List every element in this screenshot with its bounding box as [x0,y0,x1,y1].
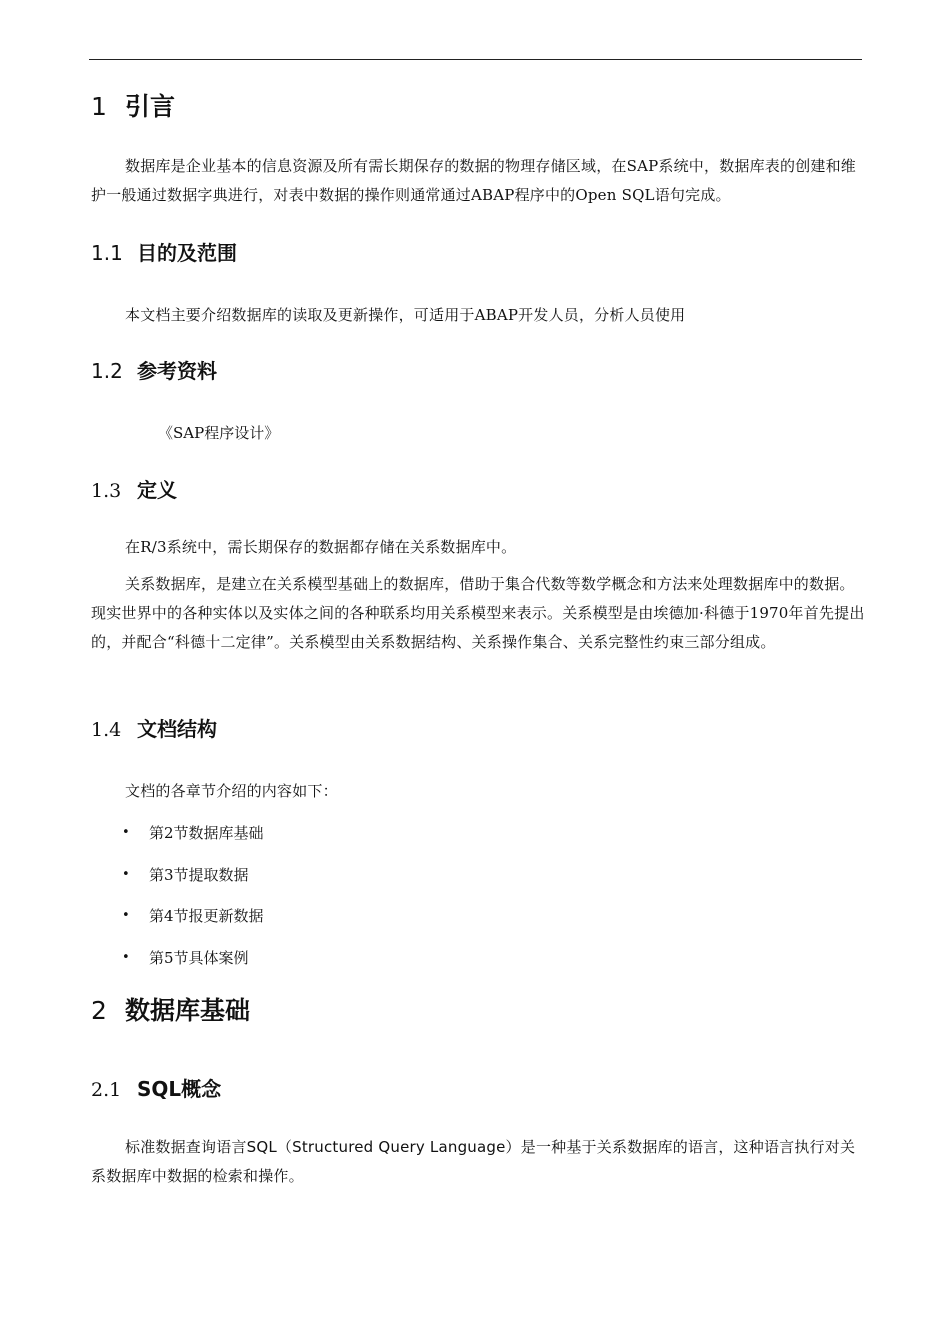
list-item: • 第5节具体案例 [122,948,249,967]
section-title: 定义 [137,478,177,502]
section-number: 1.1 [91,241,123,265]
section-title: 参考资料 [137,359,217,383]
heading-section-1-4 [91,716,866,743]
header-rule [89,59,862,60]
heading-section-2-1 [91,1076,866,1103]
section-title: 目的及范围 [137,241,237,265]
section-number: 2 [91,996,107,1025]
heading-section-1-3 [91,477,866,504]
section-number: 1 [91,92,107,121]
section-title: 引言 [125,92,176,121]
bullet-icon: • [122,866,130,882]
section-title: SQL概念 [137,1077,222,1101]
list-item: • 第2节数据库基础 [122,824,264,842]
paragraph-structure-intro: 文档的各章节介绍的内容如下： [125,782,338,800]
section-number: 1.4 [91,719,122,741]
section-title: 文档结构 [137,717,217,741]
section-number: 2.1 [91,1079,122,1101]
paragraph-purpose: 本文档主要介绍数据库的读取及更新操作，可适用于ABAP开发人员，分析人员使用 [125,306,686,324]
chapter-list [122,822,264,988]
paragraph-definition-1: 在R/3系统中，需长期保存的数据都存储在关系数据库中。 [125,538,517,556]
list-item: • 第3节提取数据 [122,865,249,884]
bullet-icon: • [122,908,130,923]
heading-section-1-1 [91,240,866,266]
paragraph-definition-2: 关系数据库，是建立在关系模型基础上的数据库，借助于集合代数等数学概念和方法来处理数据库中的数据。现实世界中的各种实体以及实体之间的各种联系均用关系模型来表示。关系模型是由埃德加·科德于1970年首先提出的，并配合“科德十二定律”。关系模型由关系数据结构、关系操作集合、关系完整性约束三部分组成。 [91,575,865,651]
section-title: 数据库基础 [125,996,251,1025]
paragraph-sql-concept: 标准数据查询语言SQL（Structured Query Language）是一种基于关系数据库的语言，这种语言执行对关系数据库中数据的检索和操作。 [91,1138,856,1185]
section-number: 1.3 [91,480,122,502]
bullet-icon: • [122,825,130,840]
heading-section-2 [91,996,866,1026]
paragraph-intro: 数据库是企业基本的信息资源及所有需长期保存的数据的物理存储区域，在SAP系统中，数据库表的创建和维护一般通过数据字典进行，对表中数据的操作则通常通过ABAP程序中的Open SQL语句完成。 [91,157,857,204]
heading-section-1 [91,92,866,122]
list-item: • 第4节报更新数据 [122,907,264,925]
reference-item: 《SAP程序设计》 [158,424,280,442]
bullet-icon: • [122,949,130,965]
heading-section-1-2 [91,358,866,384]
section-number: 1.2 [91,359,123,383]
